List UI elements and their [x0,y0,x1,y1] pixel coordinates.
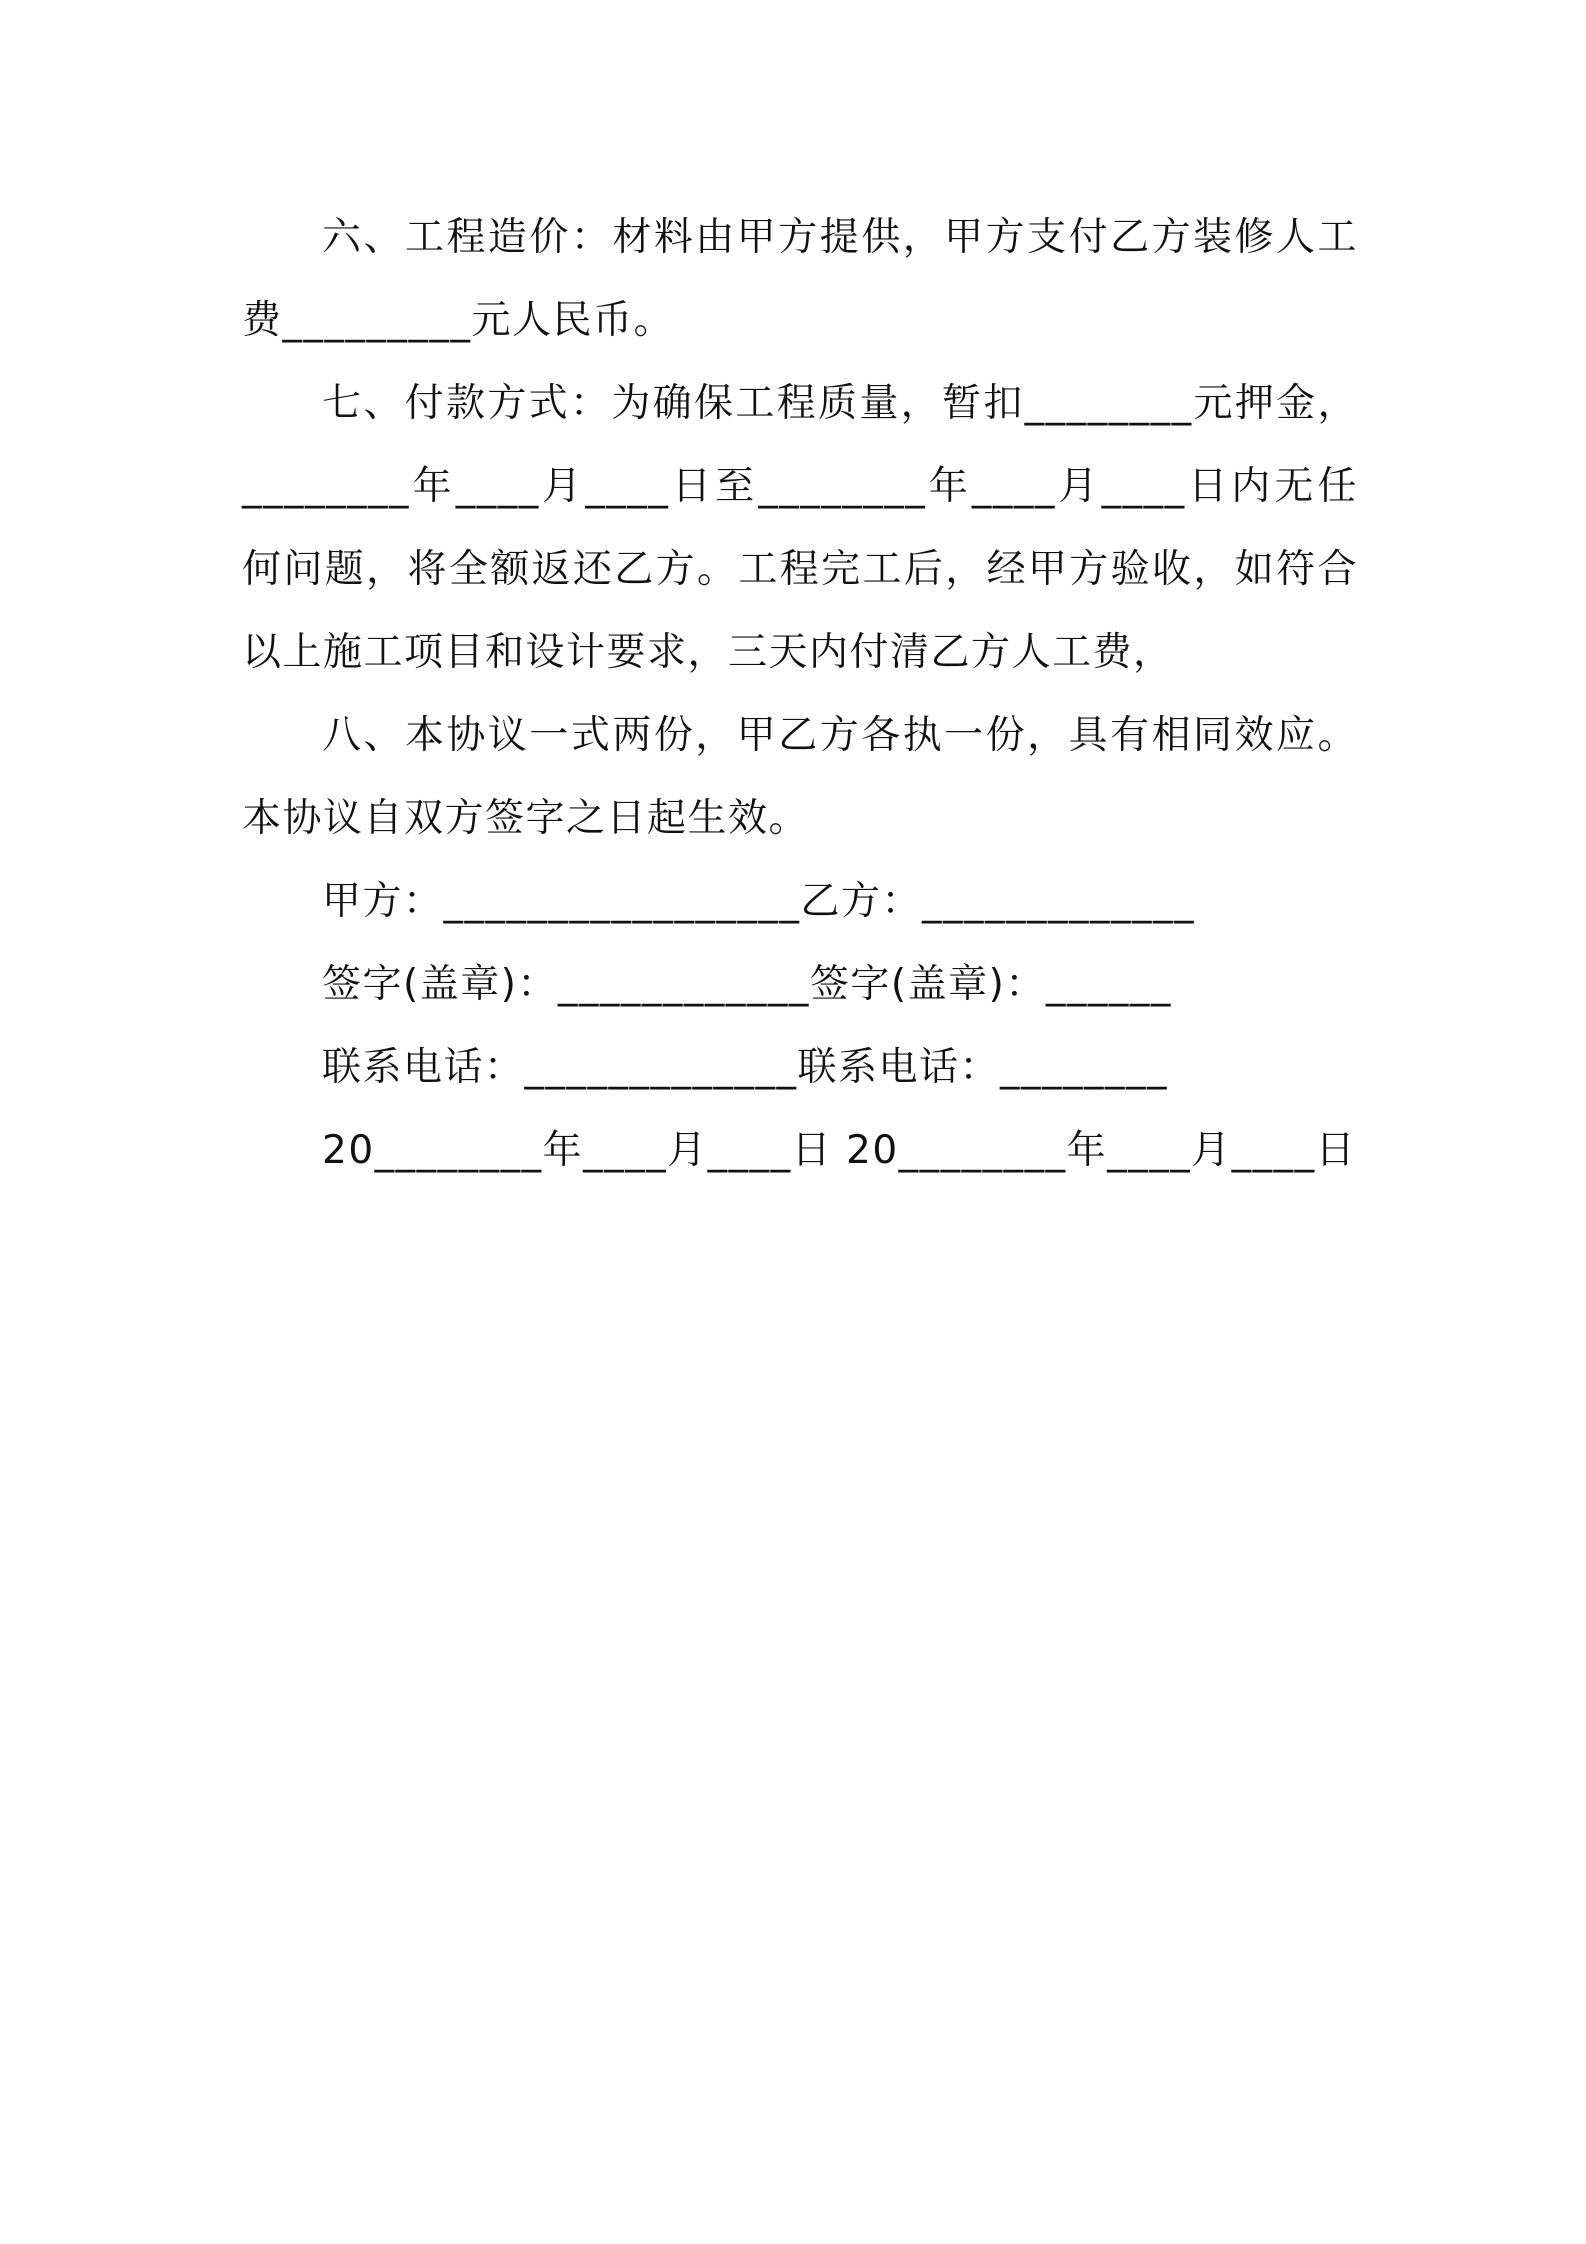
document-body [242,196,1358,1192]
clause-8-agreement-copies: 八、本协议一式两份，甲乙方各执一份，具有相同效应。本协议自双方签字之日起生效。 [242,713,1358,841]
party-names-line: 甲方：_________________乙方：_____________ [322,879,1196,924]
clause-6-project-cost: 六、工程造价：材料由甲方提供，甲方支付乙方装修人工费_________元人民币。 [242,215,1358,343]
signing-date-line: 20________年____月____日 20________年____月____日 [322,1128,1357,1173]
contact-phone-line: 联系电话：_____________联系电话：________ [322,1045,1169,1090]
clause-7-payment-method: 七、付款方式：为确保工程质量，暂扣________元押金，________年____月____日至________年____月____日内无任何问题，将全额返还乙方。工程完工后，经甲方验收，如符合以上施工项目和设计要求，三天内付清乙方人工费， [242,381,1358,675]
signature-seal-line: 签字(盖章)：____________签字(盖章)：______ [322,962,1172,1007]
